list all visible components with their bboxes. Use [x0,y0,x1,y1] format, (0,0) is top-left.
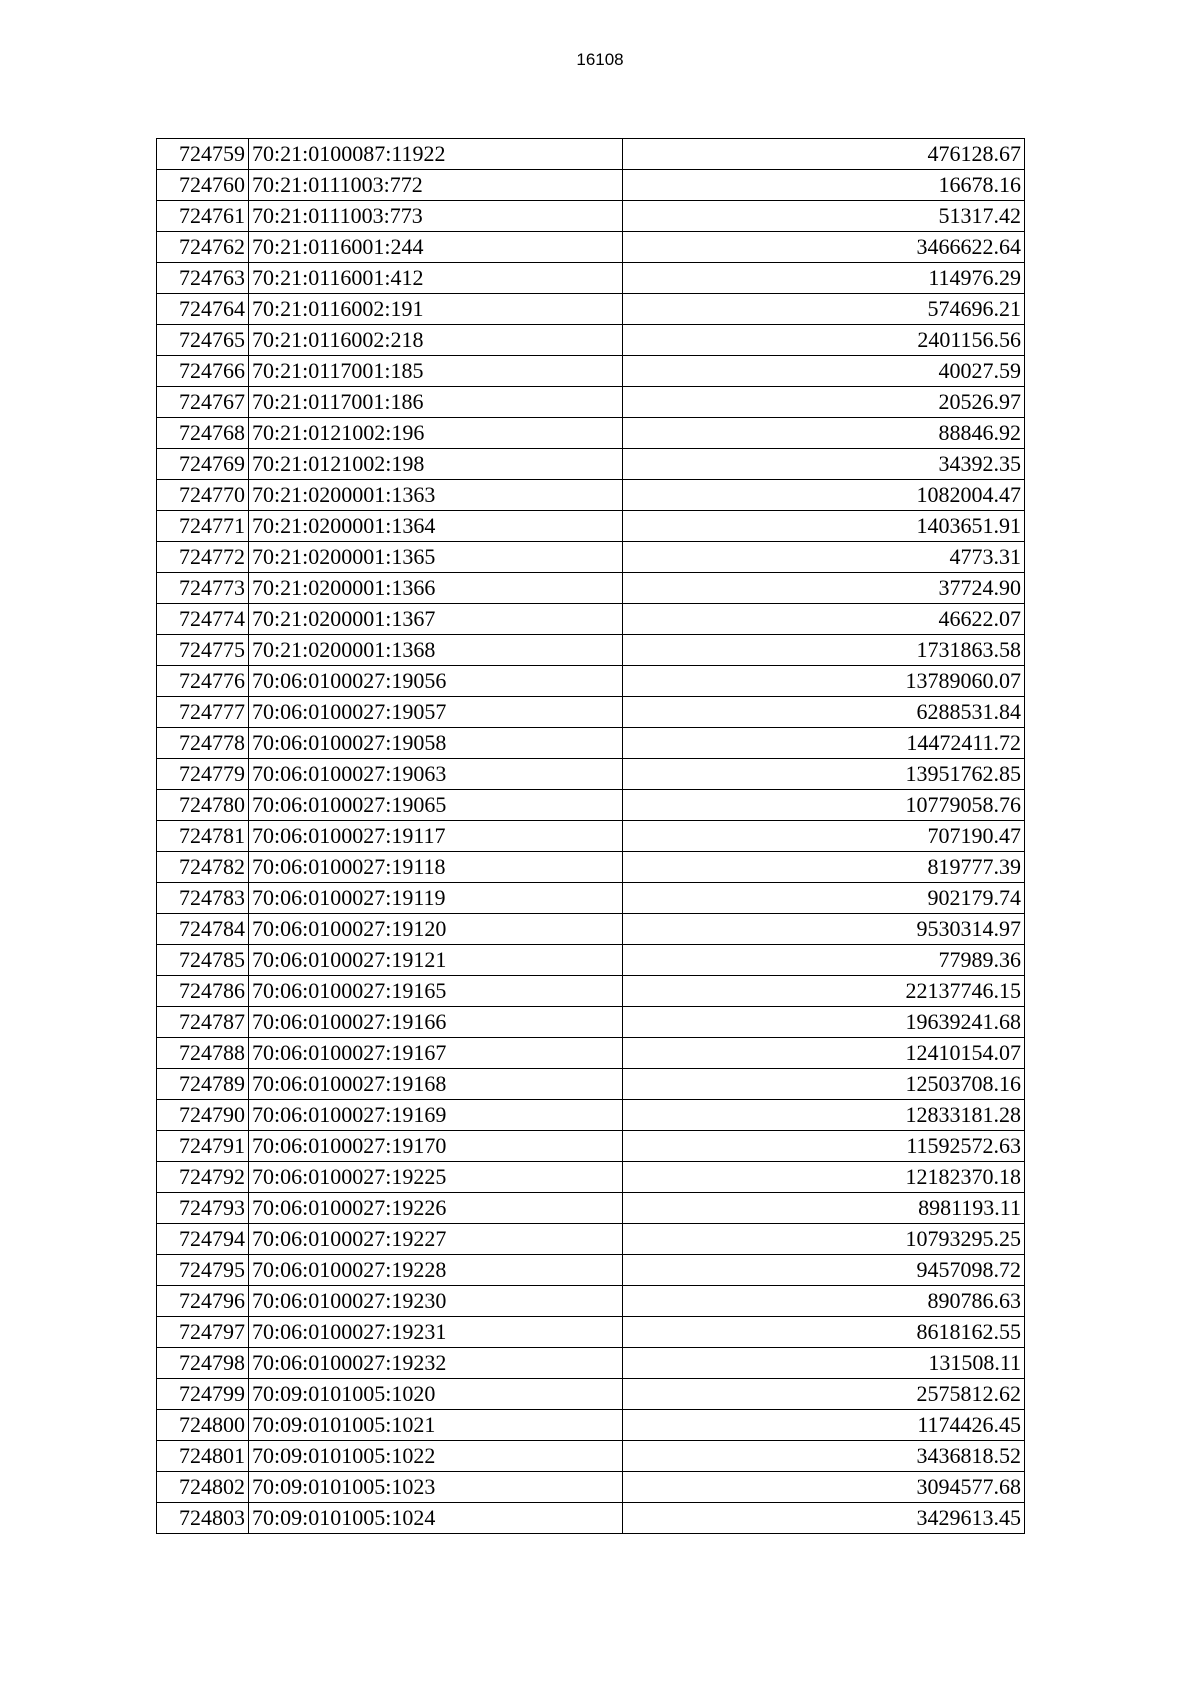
row-number-cell: 724778 [157,728,249,759]
table-row [157,294,1025,325]
row-number-cell: 724782 [157,852,249,883]
row-number-cell: 724792 [157,1162,249,1193]
table-row [157,666,1025,697]
table-row [157,325,1025,356]
table-row [157,480,1025,511]
value-cell: 22137746.15 [623,976,1025,1007]
table-row [157,914,1025,945]
cadastral-number-cell: 70:06:0100027:19119 [249,883,623,914]
cadastral-number-cell: 70:06:0100027:19165 [249,976,623,1007]
cadastral-number-cell: 70:06:0100027:19120 [249,914,623,945]
cadastral-number-cell: 70:06:0100027:19232 [249,1348,623,1379]
value-cell: 6288531.84 [623,697,1025,728]
row-number-cell: 724777 [157,697,249,728]
cadastral-number-cell: 70:06:0100027:19167 [249,1038,623,1069]
value-cell: 12410154.07 [623,1038,1025,1069]
cadastral-number-cell: 70:06:0100027:19058 [249,728,623,759]
value-cell: 574696.21 [623,294,1025,325]
table-row [157,883,1025,914]
value-cell: 3429613.45 [623,1503,1025,1534]
row-number-cell: 724769 [157,449,249,480]
value-cell: 2401156.56 [623,325,1025,356]
table-row [157,1255,1025,1286]
value-cell: 51317.42 [623,201,1025,232]
value-cell: 3466622.64 [623,232,1025,263]
row-number-cell: 724793 [157,1193,249,1224]
cadastral-number-cell: 70:09:0101005:1022 [249,1441,623,1472]
value-cell: 114976.29 [623,263,1025,294]
value-cell: 77989.36 [623,945,1025,976]
cadastral-value-table [156,138,1025,1534]
row-number-cell: 724797 [157,1317,249,1348]
table-row [157,1007,1025,1038]
value-cell: 476128.67 [623,139,1025,170]
page-number: 16108 [576,50,624,69]
row-number-cell: 724762 [157,232,249,263]
row-number-cell: 724800 [157,1410,249,1441]
table-row [157,790,1025,821]
table-row [157,945,1025,976]
value-cell: 46622.07 [623,604,1025,635]
row-number-cell: 724766 [157,356,249,387]
value-cell: 88846.92 [623,418,1025,449]
table-row [157,821,1025,852]
cadastral-number-cell: 70:21:0200001:1365 [249,542,623,573]
row-number-cell: 724785 [157,945,249,976]
value-cell: 10779058.76 [623,790,1025,821]
value-cell: 131508.11 [623,1348,1025,1379]
table-row [157,1503,1025,1534]
table-row [157,1131,1025,1162]
table-row [157,976,1025,1007]
table-row [157,356,1025,387]
row-number-cell: 724781 [157,821,249,852]
value-cell: 9530314.97 [623,914,1025,945]
row-number-cell: 724798 [157,1348,249,1379]
value-cell: 1174426.45 [623,1410,1025,1441]
row-number-cell: 724771 [157,511,249,542]
table-row [157,1379,1025,1410]
table-row [157,1286,1025,1317]
value-cell: 9457098.72 [623,1255,1025,1286]
table-row [157,728,1025,759]
cadastral-number-cell: 70:21:0111003:773 [249,201,623,232]
row-number-cell: 724767 [157,387,249,418]
value-cell: 3436818.52 [623,1441,1025,1472]
table-row [157,139,1025,170]
row-number-cell: 724779 [157,759,249,790]
cadastral-number-cell: 70:21:0117001:186 [249,387,623,418]
row-number-cell: 724795 [157,1255,249,1286]
value-cell: 1403651.91 [623,511,1025,542]
cadastral-number-cell: 70:06:0100027:19166 [249,1007,623,1038]
cadastral-number-cell: 70:21:0116001:412 [249,263,623,294]
row-number-cell: 724765 [157,325,249,356]
cadastral-number-cell: 70:06:0100027:19170 [249,1131,623,1162]
table-row [157,697,1025,728]
cadastral-number-cell: 70:09:0101005:1024 [249,1503,623,1534]
value-cell: 34392.35 [623,449,1025,480]
value-cell: 16678.16 [623,170,1025,201]
row-number-cell: 724796 [157,1286,249,1317]
cadastral-number-cell: 70:06:0100027:19228 [249,1255,623,1286]
value-cell: 819777.39 [623,852,1025,883]
table-row [157,170,1025,201]
value-cell: 12503708.16 [623,1069,1025,1100]
value-cell: 37724.90 [623,573,1025,604]
value-cell: 707190.47 [623,821,1025,852]
row-number-cell: 724786 [157,976,249,1007]
cadastral-number-cell: 70:06:0100027:19226 [249,1193,623,1224]
table-row [157,759,1025,790]
table-row [157,604,1025,635]
table-row [157,1224,1025,1255]
value-cell: 890786.63 [623,1286,1025,1317]
table-row [157,635,1025,666]
cadastral-number-cell: 70:21:0117001:185 [249,356,623,387]
cadastral-number-cell: 70:09:0101005:1021 [249,1410,623,1441]
row-number-cell: 724768 [157,418,249,449]
row-number-cell: 724789 [157,1069,249,1100]
row-number-cell: 724784 [157,914,249,945]
value-cell: 20526.97 [623,387,1025,418]
row-number-cell: 724764 [157,294,249,325]
value-cell: 1731863.58 [623,635,1025,666]
cadastral-number-cell: 70:06:0100027:19168 [249,1069,623,1100]
value-cell: 8981193.11 [623,1193,1025,1224]
row-number-cell: 724763 [157,263,249,294]
cadastral-number-cell: 70:09:0101005:1023 [249,1472,623,1503]
table-row [157,1162,1025,1193]
cadastral-number-cell: 70:06:0100027:19231 [249,1317,623,1348]
cadastral-number-cell: 70:21:0200001:1363 [249,480,623,511]
value-cell: 12833181.28 [623,1100,1025,1131]
row-number-cell: 724780 [157,790,249,821]
value-cell: 8618162.55 [623,1317,1025,1348]
value-cell: 40027.59 [623,356,1025,387]
row-number-cell: 724799 [157,1379,249,1410]
table-row [157,1348,1025,1379]
cadastral-number-cell: 70:21:0200001:1367 [249,604,623,635]
table-row [157,852,1025,883]
table-row [157,449,1025,480]
cadastral-number-cell: 70:09:0101005:1020 [249,1379,623,1410]
cadastral-number-cell: 70:06:0100027:19117 [249,821,623,852]
cadastral-number-cell: 70:21:0116002:218 [249,325,623,356]
table-row [157,511,1025,542]
value-cell: 1082004.47 [623,480,1025,511]
value-cell: 902179.74 [623,883,1025,914]
cadastral-number-cell: 70:06:0100027:19225 [249,1162,623,1193]
row-number-cell: 724772 [157,542,249,573]
row-number-cell: 724801 [157,1441,249,1472]
value-cell: 2575812.62 [623,1379,1025,1410]
table-row [157,1069,1025,1100]
value-cell: 11592572.63 [623,1131,1025,1162]
row-number-cell: 724774 [157,604,249,635]
table-row [157,1317,1025,1348]
value-cell: 4773.31 [623,542,1025,573]
table-row [157,232,1025,263]
value-cell: 12182370.18 [623,1162,1025,1193]
row-number-cell: 724773 [157,573,249,604]
row-number-cell: 724770 [157,480,249,511]
cadastral-number-cell: 70:06:0100027:19065 [249,790,623,821]
table-row [157,1441,1025,1472]
cadastral-number-cell: 70:06:0100027:19118 [249,852,623,883]
row-number-cell: 724775 [157,635,249,666]
row-number-cell: 724776 [157,666,249,697]
cadastral-number-cell: 70:21:0200001:1368 [249,635,623,666]
table-row [157,263,1025,294]
value-cell: 14472411.72 [623,728,1025,759]
cadastral-number-cell: 70:21:0111003:772 [249,170,623,201]
cadastral-number-cell: 70:06:0100027:19057 [249,697,623,728]
table-row [157,1038,1025,1069]
cadastral-number-cell: 70:21:0116001:244 [249,232,623,263]
cadastral-number-cell: 70:21:0121002:198 [249,449,623,480]
cadastral-number-cell: 70:06:0100027:19169 [249,1100,623,1131]
cadastral-number-cell: 70:21:0200001:1366 [249,573,623,604]
table-row [157,201,1025,232]
value-cell: 10793295.25 [623,1224,1025,1255]
table-row [157,1410,1025,1441]
row-number-cell: 724783 [157,883,249,914]
cadastral-number-cell: 70:21:0200001:1364 [249,511,623,542]
table-row [157,1193,1025,1224]
cadastral-number-cell: 70:06:0100027:19056 [249,666,623,697]
row-number-cell: 724788 [157,1038,249,1069]
table-body [157,139,1025,1534]
cadastral-number-cell: 70:06:0100027:19230 [249,1286,623,1317]
row-number-cell: 724787 [157,1007,249,1038]
cadastral-number-cell: 70:06:0100027:19121 [249,945,623,976]
table-row [157,1472,1025,1503]
cadastral-number-cell: 70:06:0100027:19227 [249,1224,623,1255]
table-row [157,542,1025,573]
table-row [157,573,1025,604]
table-row [157,1100,1025,1131]
row-number-cell: 724803 [157,1503,249,1534]
table-row [157,418,1025,449]
value-cell: 13789060.07 [623,666,1025,697]
table-row [157,387,1025,418]
row-number-cell: 724802 [157,1472,249,1503]
value-cell: 13951762.85 [623,759,1025,790]
value-cell: 19639241.68 [623,1007,1025,1038]
row-number-cell: 724760 [157,170,249,201]
row-number-cell: 724791 [157,1131,249,1162]
cadastral-number-cell: 70:21:0100087:11922 [249,139,623,170]
row-number-cell: 724759 [157,139,249,170]
cadastral-number-cell: 70:06:0100027:19063 [249,759,623,790]
cadastral-number-cell: 70:21:0121002:196 [249,418,623,449]
row-number-cell: 724794 [157,1224,249,1255]
row-number-cell: 724761 [157,201,249,232]
value-cell: 3094577.68 [623,1472,1025,1503]
cadastral-number-cell: 70:21:0116002:191 [249,294,623,325]
row-number-cell: 724790 [157,1100,249,1131]
